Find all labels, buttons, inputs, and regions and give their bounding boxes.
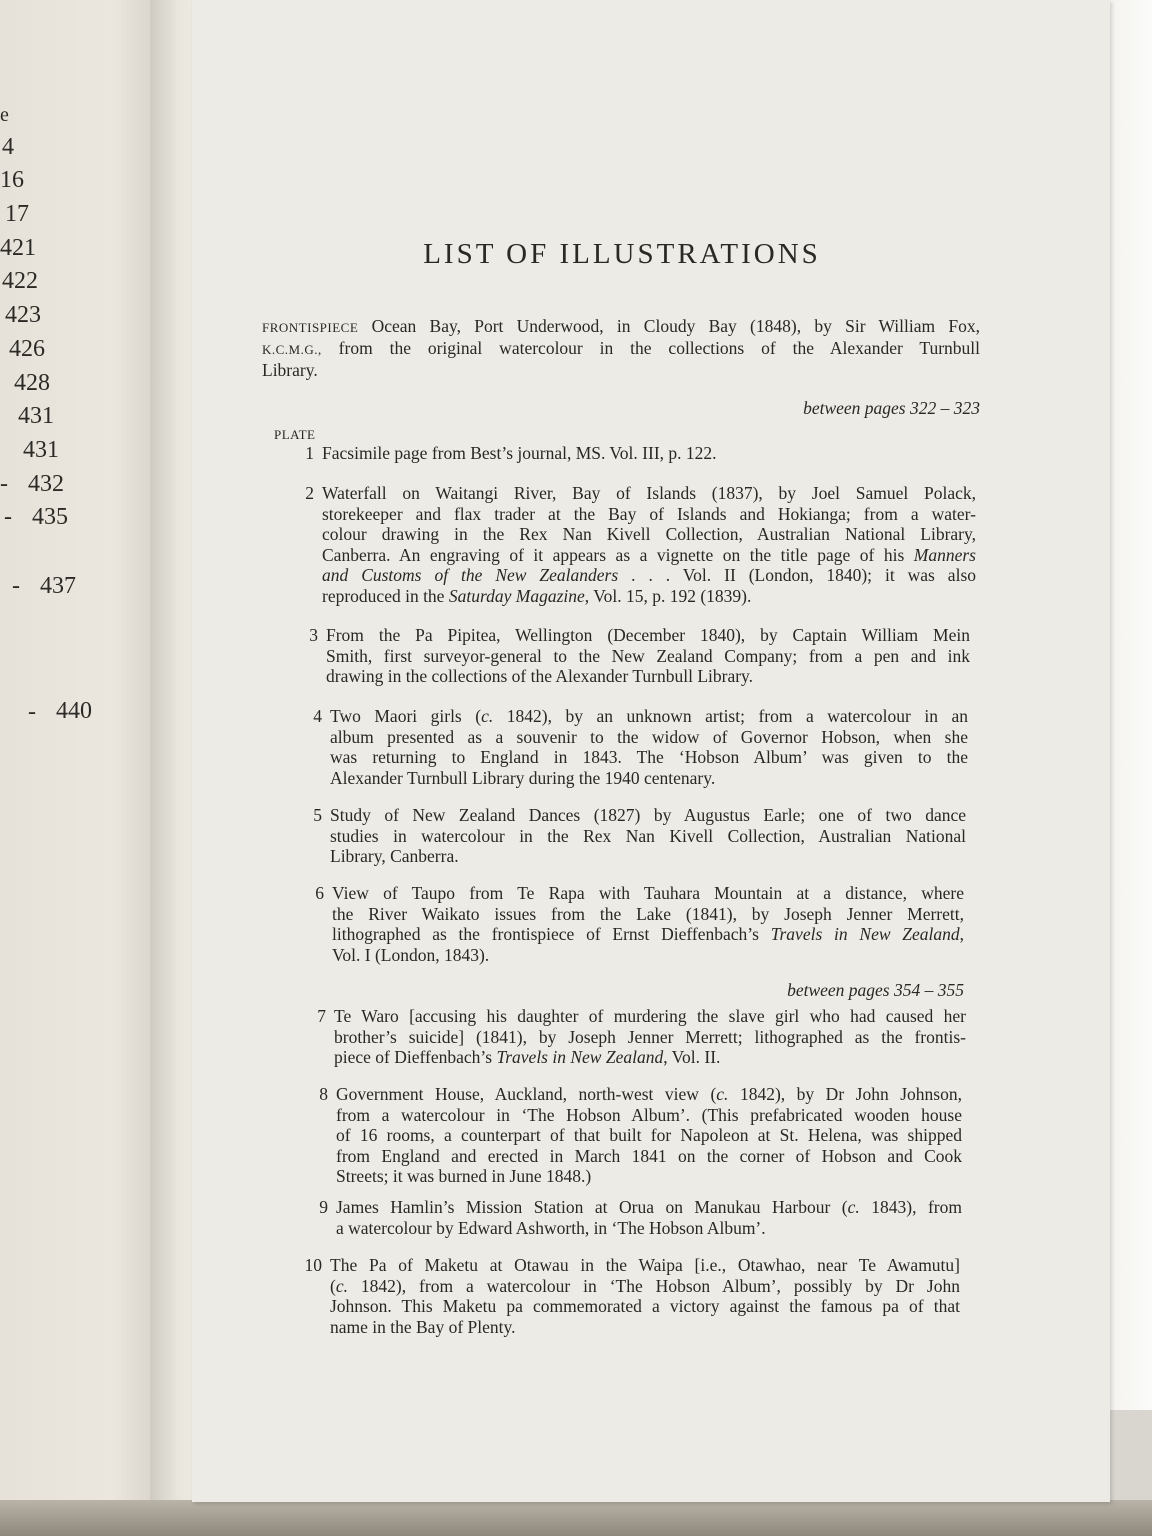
caption-line: Two Maori girls (c. 1842), by an unknown artist; from a watercolour in an (330, 706, 968, 726)
dash-leader: - (28, 699, 36, 725)
caption-line: Te Waro [accusing his daughter of murdering the slave girl who had caused her (334, 1006, 966, 1026)
plate-caption (326, 625, 970, 687)
caption-line: storekeeper and flax trader at the Bay of Islands and Hokianga; from a water- (322, 503, 976, 524)
between-pages-note: between pages 322 – 323 (803, 398, 980, 418)
plate-number: 2 (305, 483, 314, 503)
page-number: 432 (28, 471, 64, 497)
plate-number: 3 (309, 625, 318, 645)
caption-line: Library, Canberra. (330, 846, 459, 866)
caption-line: piece of Dieffenbach’s Travels in New Zealand, Vol. II. (334, 1047, 721, 1067)
book-gutter (150, 0, 198, 1536)
page-number: 426 (9, 336, 45, 362)
caption-line: the River Waikato issues from the Lake (1841), by Joseph Jenner Merrett, (332, 903, 964, 924)
caption-line: brother’s suicide] (1841), by Joseph Jenner Merrett; lithographed as the frontis- (334, 1026, 966, 1047)
caption-line: Facsimile page from Best’s journal, MS. Vol. III, p. 122. (322, 443, 717, 463)
page-number: 421 (0, 235, 36, 261)
caption-line: reproduced in the Saturday Magazine, Vol. 15, p. 192 (1839). (322, 585, 752, 606)
caption-line: The Pa of Maketu at Otawau in the Waipa [i.e., Otawhao, near Te Awamutu] (330, 1255, 960, 1275)
page-number: 428 (14, 370, 50, 396)
caption-line: from a watercolour in ‘The Hobson Album’. (This prefabricated wooden house (336, 1104, 962, 1125)
plate-number: 9 (319, 1197, 328, 1217)
page-title: LIST OF ILLUSTRATIONS (423, 238, 821, 270)
caption-line: Vol. I (London, 1843). (332, 944, 490, 965)
frontispiece-line: from the original watercolour in the collections of the Alexander Turnbull (338, 338, 981, 358)
page-number: 423 (5, 302, 41, 328)
caption-line: Government House, Auckland, north-west view (c. 1842), by Dr John Johnson, (336, 1084, 962, 1104)
plate-caption (330, 706, 968, 788)
dash-leader: - (0, 471, 8, 497)
plate-caption (334, 1006, 966, 1068)
plate-number: 8 (319, 1084, 328, 1104)
caption-line: Smith, first surveyor-general to the New Zealand Company; from a pen and ink (326, 645, 970, 666)
plate-number: 4 (313, 706, 322, 726)
caption-line: (c. 1842), from a watercolour in ‘The Hobson Album’, possibly by Dr John (330, 1275, 960, 1296)
caption-line: Alexander Turnbull Library during the 1940 centenary. (330, 767, 716, 788)
plate-number: 5 (313, 805, 322, 825)
page-number: 422 (2, 268, 38, 294)
frontispiece-label: FRONTISPIECE (262, 320, 359, 335)
caption-line: name in the Bay of Plenty. (330, 1316, 516, 1337)
page-number: 437 (40, 573, 76, 599)
plate-caption (330, 1255, 960, 1337)
caption-line: studies in watercolour in the Rex Nan Kivell Collection, Australian National (330, 825, 966, 846)
previous-page (0, 0, 160, 1510)
frontispiece-kcmg: K.C.M.G., (262, 342, 322, 357)
plate-caption (330, 805, 966, 867)
show-through-text (0, 650, 90, 680)
plate-caption (336, 1197, 962, 1238)
page-number: 4 (2, 134, 14, 160)
page-number: 431 (23, 437, 59, 463)
caption-line: Streets; it was burned in June 1848.) (336, 1166, 592, 1186)
plate-heading: PLATE (274, 427, 316, 442)
between-pages-note: between pages 354 – 355 (787, 980, 964, 1000)
caption-line: Waterfall on Waitangi River, Bay of Islands (1837), by Joel Samuel Polack, (322, 483, 976, 503)
frontispiece-line: Ocean Bay, Port Underwood, in Cloudy Bay (1848), by Sir William Fox, (371, 316, 980, 336)
page-number: e (0, 104, 9, 126)
caption-line: James Hamlin’s Mission Station at Orua on Manukau Harbour (c. 1843), from (336, 1197, 962, 1217)
page-number: 435 (32, 504, 68, 530)
plate-caption (322, 443, 962, 464)
plate-number: 7 (317, 1006, 326, 1026)
caption-line: from England and erected in March 1841 on the corner of Hobson and Cook (336, 1145, 962, 1166)
page-number: 440 (56, 698, 92, 724)
caption-line: Canberra. An engraving of it appears as a vignette on the title page of his Manners (322, 544, 976, 565)
caption-line: colour drawing in the Rex Nan Kivell Collection, Australian National Library, (322, 524, 976, 544)
plate-caption (336, 1084, 962, 1187)
frontispiece-entry (262, 316, 980, 381)
caption-line: was returning to England in 1843. The ‘Hobson Album’ was given to the (330, 747, 968, 767)
page-number: 16 (0, 167, 24, 193)
plate-caption (332, 883, 964, 965)
caption-line: From the Pa Pipitea, Wellington (December 1840), by Captain William Mein (326, 625, 970, 645)
page-number: 431 (18, 403, 54, 429)
caption-line: View of Taupo from Te Rapa with Tauhara Mountain at a distance, where (332, 883, 964, 903)
dash-leader: - (12, 573, 20, 599)
page-number: 17 (5, 201, 29, 227)
frontispiece-line: Library. (262, 360, 318, 380)
caption-line: lithographed as the frontispiece of Ernst Dieffenbach’s Travels in New Zealand, (332, 924, 965, 944)
plate-number: 10 (304, 1255, 322, 1275)
caption-line: Study of New Zealand Dances (1827) by Augustus Earle; one of two dance (330, 805, 966, 825)
table-surface (0, 1500, 1152, 1536)
plate-number: 6 (315, 883, 324, 903)
caption-line: a watercolour by Edward Ashworth, in ‘The Hobson Album’. (336, 1217, 766, 1238)
plate-number: 1 (305, 443, 314, 463)
dash-leader: - (4, 504, 12, 530)
caption-line: drawing in the collections of the Alexander Turnbull Library. (326, 666, 754, 686)
caption-line: album presented as a souvenir to the widow of Governor Hobson, when she (330, 726, 968, 747)
caption-line: Johnson. This Maketu pa commemorated a victory against the famous pa of that (330, 1296, 960, 1316)
plate-caption (322, 483, 976, 606)
page-edge (1108, 0, 1152, 1410)
caption-line: of 16 rooms, a counterpart of that built for Napoleon at St. Helena, was shipped (336, 1125, 962, 1145)
caption-line: and Customs of the New Zealanders . . . Vol. II (London, 1840); it was also (322, 565, 976, 585)
